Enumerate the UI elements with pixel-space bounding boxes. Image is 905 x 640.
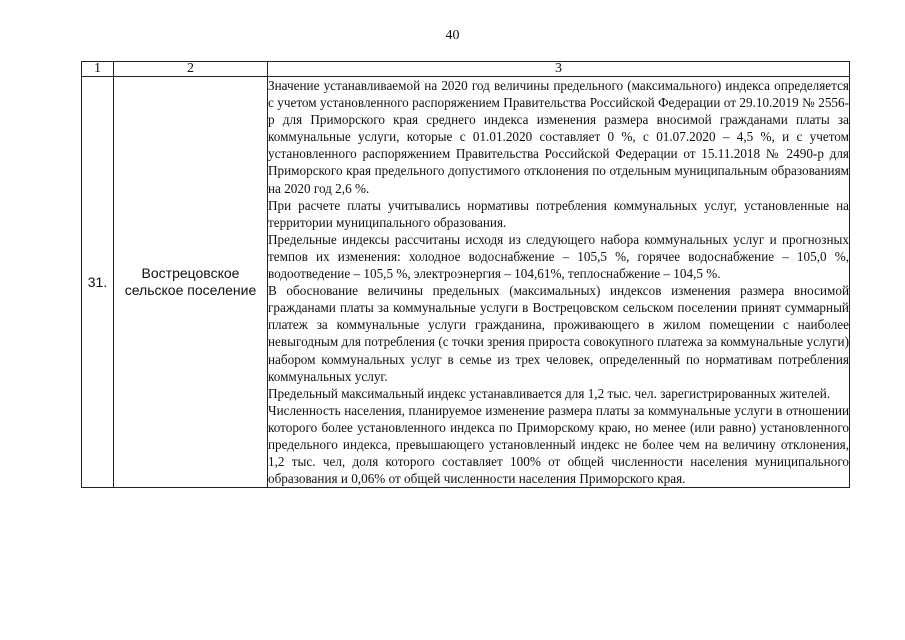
paragraph-index-basis: Значение устанавливаемой на 2020 год величины предельного (максимального) индекса определяется с учетом установленного распоряжением Правительства Российской Федерации от 29.10.2019 № 2556-р для Приморского края среднего индекса изменения размера вносимой гражданами платы за коммунальные услуги, которые с 01.01.2020 составляет 0 %, с 01.07.2020 – 4,5 %, и с учетом установленного распоряжением Правительства Российской Федерации от 15.11.2018 № 2490-р для Приморского края предельного допустимого отклонения по отдельным муниципальным образованиям на 2020 год 2,6 %. xyxy=(268,78,849,196)
header-row xyxy=(82,62,850,77)
table-row xyxy=(82,77,850,488)
description-cell xyxy=(268,77,850,488)
column-header-1: 1 xyxy=(82,62,114,77)
municipality-name-line-1: Вострецовское xyxy=(141,265,240,282)
row-number: 31. xyxy=(82,77,114,488)
paragraph-consumption-norms: При расчете платы учитывались нормативы потребления коммунальных услуг, установленные на территории муниципального образования. xyxy=(268,197,849,230)
municipality-name-line-2: сельское поселение xyxy=(124,282,257,299)
municipality-name xyxy=(114,77,268,488)
page-number: 40 xyxy=(445,28,460,43)
paragraph-justification: В обоснование величины предельных (максимальных) индексов изменения размера вносимой гражданами платы за коммунальные услуги в Вострецовском сельском поселении принят суммарный платеж за коммунальные услуги гражданина, проживающего в жилом помещении с наиболее невыгодным для потребления (с точки зрения прироста совокупного платежа за коммунальные услуги) набором коммунальных услуг в семье из трех человек, определенный по нормативам потребления коммунальных услуг. xyxy=(268,283,850,384)
tariff-index-table xyxy=(81,61,850,488)
paragraph-population-index: Предельный максимальный индекс устанавливается для 1,2 тыс. чел. зарегистрированных жителей. xyxy=(268,385,831,401)
paragraph-population-share: Численность населения, планируемое изменение размера платы за коммунальные услуги в отношении которого более установленного индекса по Приморскому краю, но менее (или равно) установленного предельного индекса, превышающего установленный индекс не более чем на величину отклонения, 1,2 тыс. чел, доля которого составляет 100% от общей численности населения муниципального образования и 0,06% от общей численности населения Приморского края. xyxy=(268,402,849,487)
paragraph-service-rates: Предельные индексы рассчитаны исходя из следующего набора коммунальных услуг и прогнозных темпов их изменения: холодное водоснабжение – 105,5 %, горячее водоснабжение – 105,0 %, водоотведение – 105,5 %, электроэнергия – 104,61%, теплоснабжение – 104,5 %. xyxy=(268,231,849,282)
column-header-3: 3 xyxy=(268,62,850,77)
column-header-2: 2 xyxy=(114,62,268,77)
